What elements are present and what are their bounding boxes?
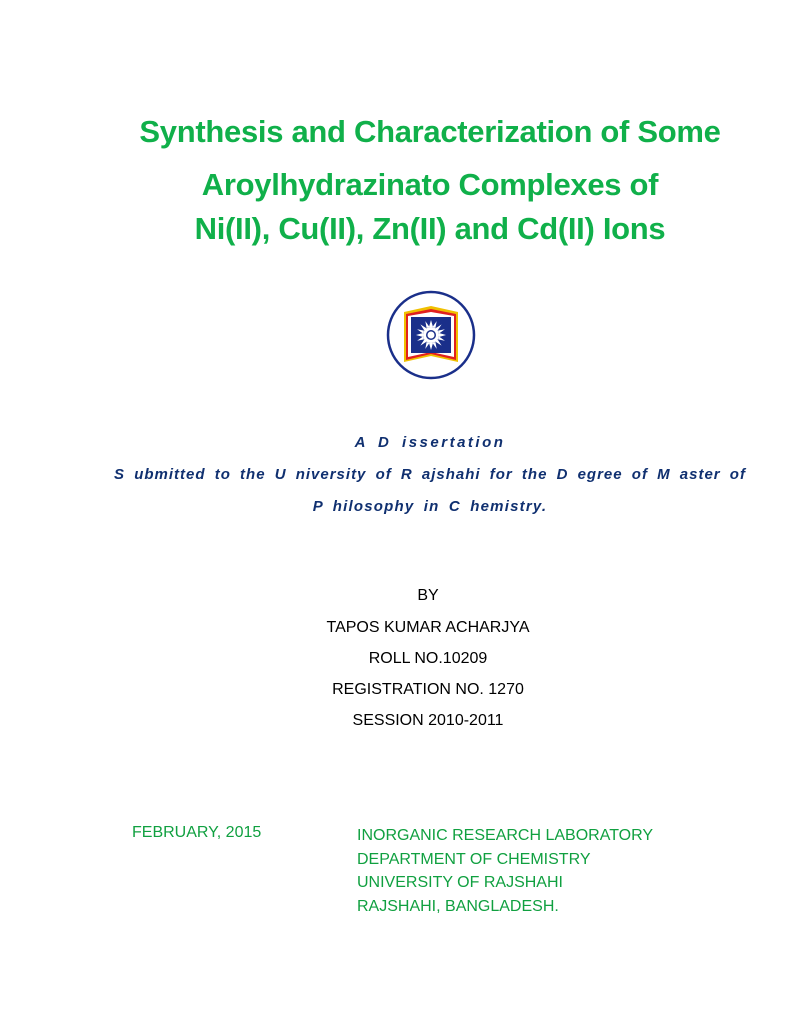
- title-line-2: Aroylhydrazinato Complexes of: [201, 167, 659, 202]
- dissertation-line-2: S ubmitted to the U niversity of R ajshahi for the D egree of M aster of: [114, 466, 746, 483]
- address-line: INORGANIC RESEARCH LABORATORY: [357, 827, 654, 844]
- roll-number: ROLL NO.10209: [368, 650, 488, 667]
- dissertation-line-1: A D issertation: [354, 434, 506, 451]
- author-name: TAPOS KUMAR ACHARJYA: [326, 619, 530, 636]
- institution-address: [357, 824, 653, 918]
- address-line: RAJSHAHI, BANGLADESH.: [357, 897, 559, 915]
- submission-date: FEBRUARY, 2015: [132, 824, 262, 841]
- session: SESSION 2010-2011: [352, 712, 504, 729]
- address-line: DEPARTMENT OF CHEMISTRY: [357, 850, 591, 868]
- address-line: UNIVERSITY OF RAJSHAHI: [357, 874, 563, 891]
- dissertation-line-3: P hilosophy in C hemistry.: [312, 498, 548, 515]
- by-label: BY: [417, 587, 439, 604]
- title-line-1: Synthesis and Characterization of Some: [139, 114, 721, 149]
- title-line-3: Ni(II), Cu(II), Zn(II) and Cd(II) Ions: [194, 211, 666, 246]
- university-emblem-icon: [386, 290, 476, 380]
- registration-number: REGISTRATION NO. 1270: [332, 681, 524, 698]
